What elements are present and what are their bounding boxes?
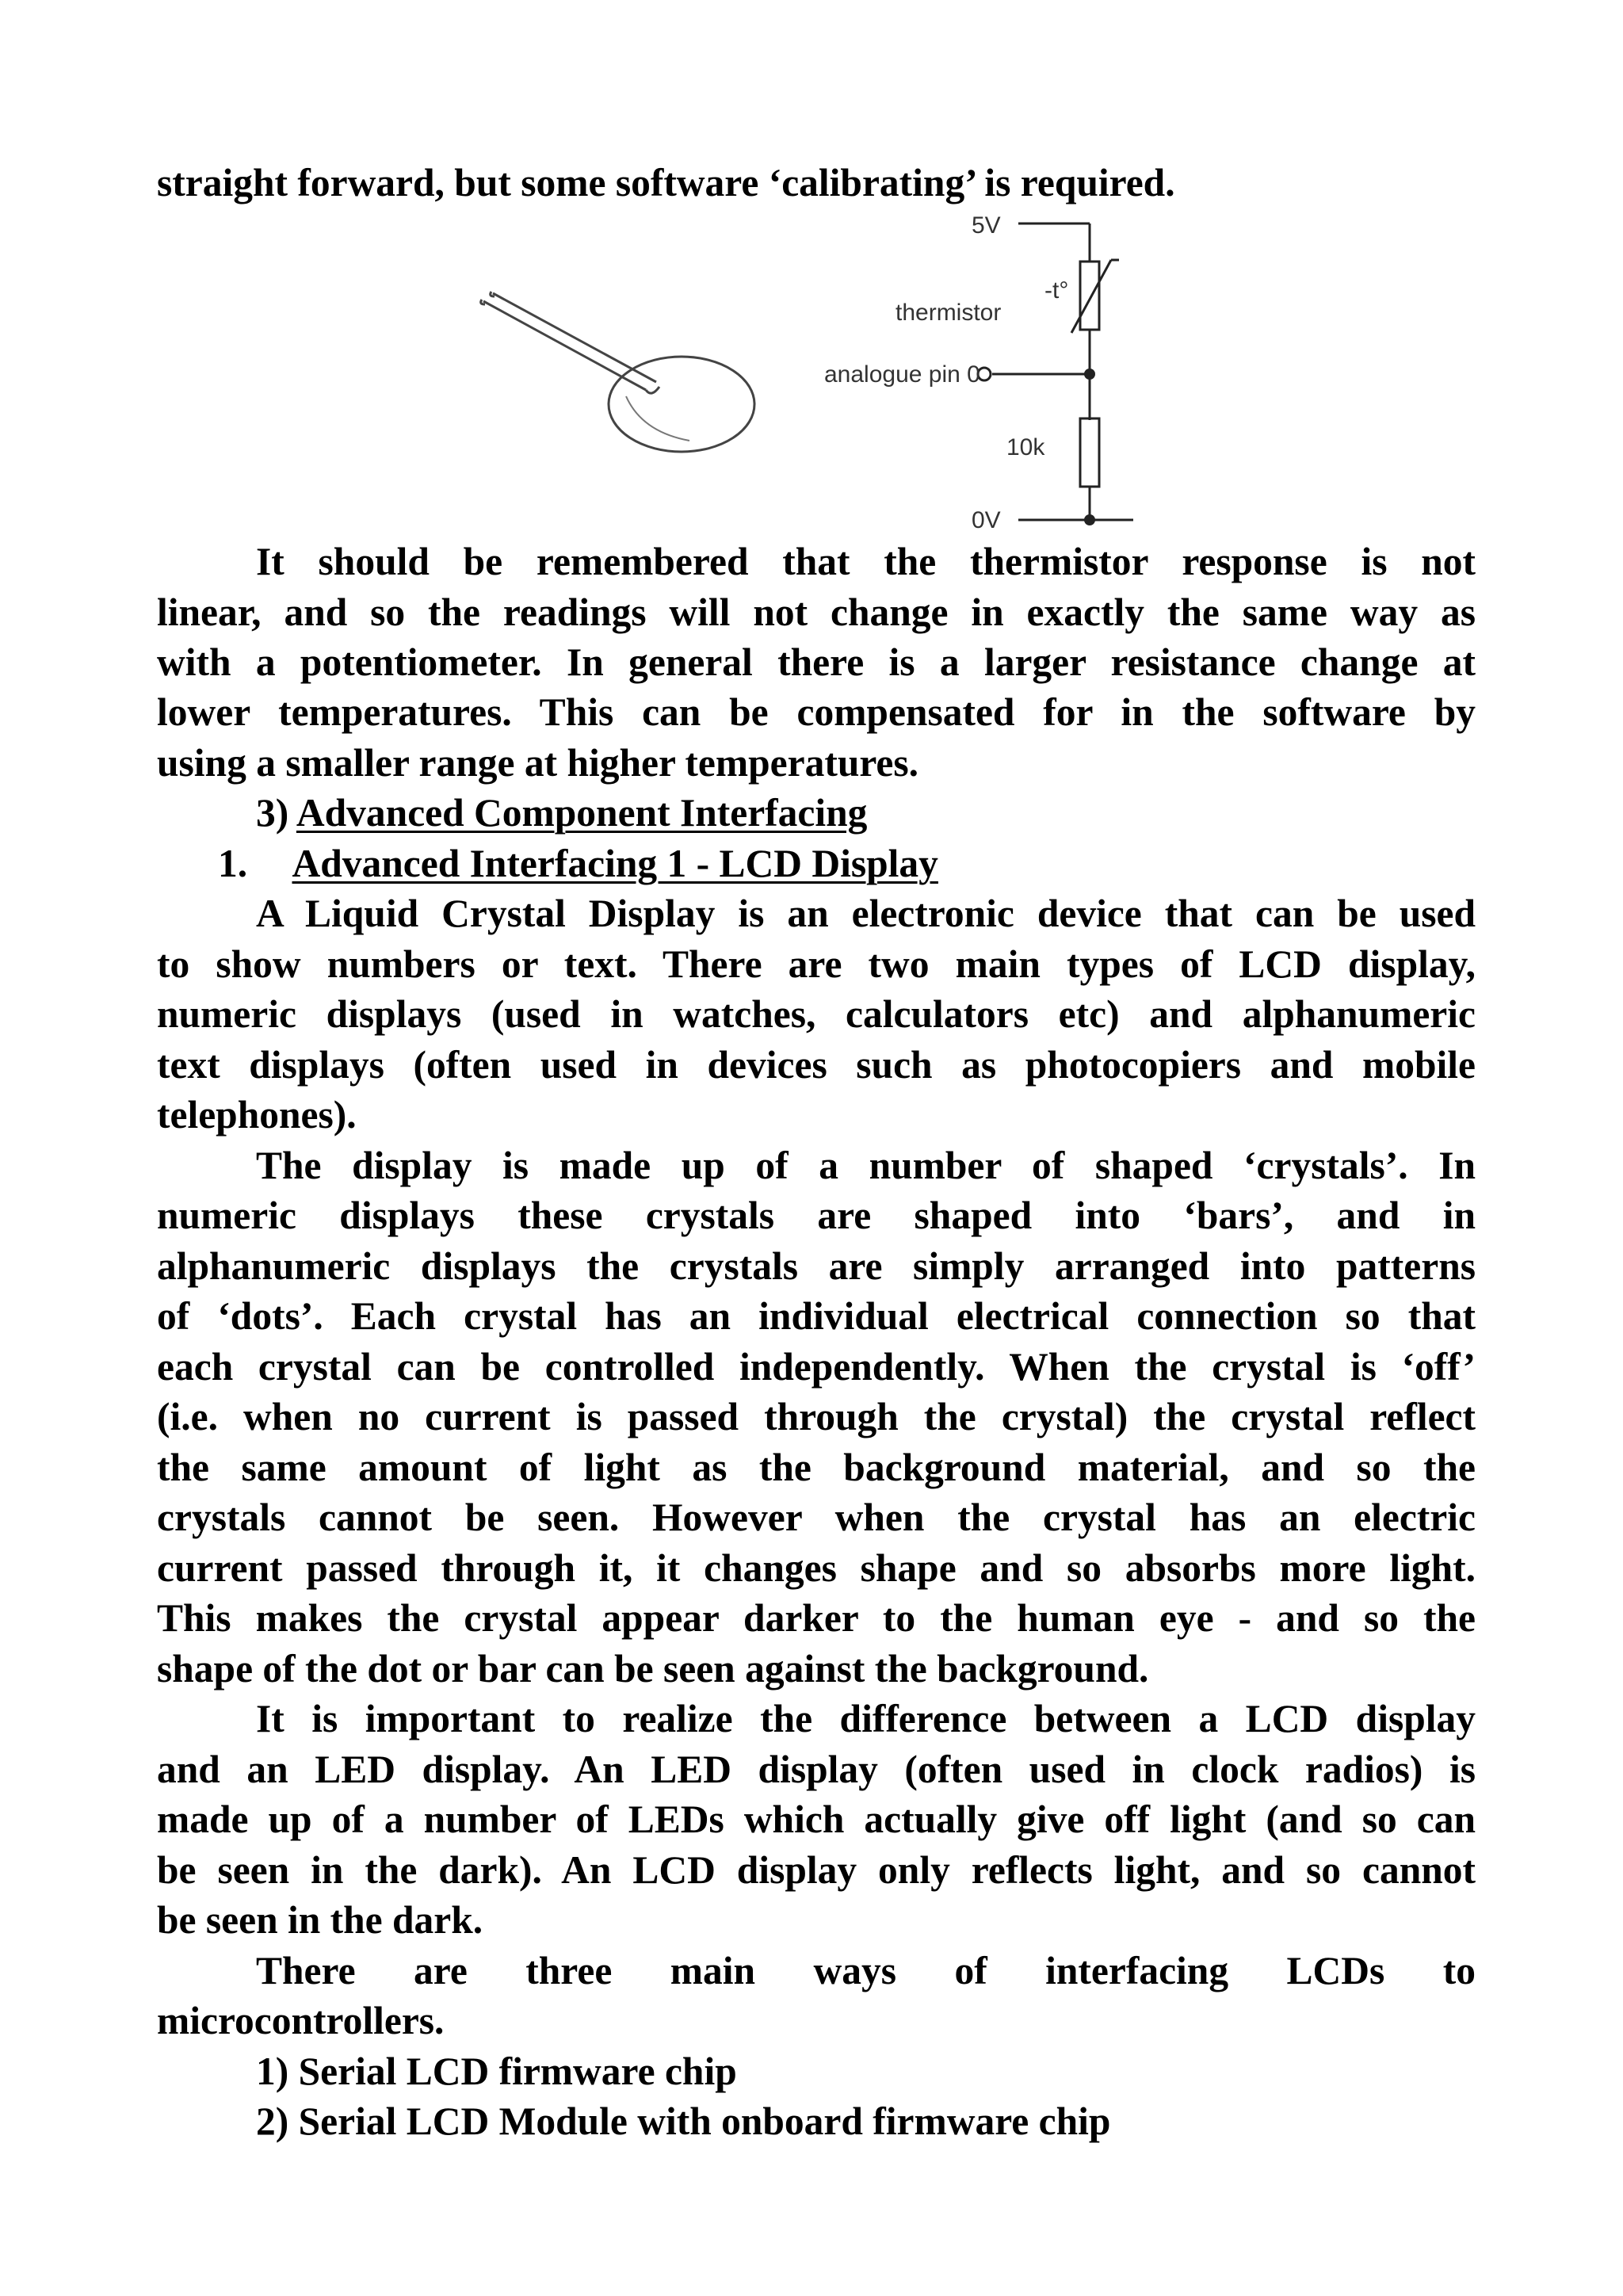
text-line: of ‘dots’. Each crystal has an individual electrical connection so that [157,1294,1476,1338]
text-line: The display is made up of a number of shaped ‘crystals’. In [256,1144,1476,1187]
text-line: the same amount of light as the background material, and so the [157,1446,1476,1489]
thermistor-circuit-diagram [816,206,1149,539]
ground-junction-dot [1084,514,1095,525]
section-heading [256,789,867,838]
text-line: telephones). [157,1093,357,1137]
text-line: A Liquid Crystal Display is an electronic device that can be used [256,892,1476,935]
thermistor-symbol [1080,262,1099,330]
text-line: microcontrollers. [157,1999,445,2042]
label-0v: 0V [972,507,1001,533]
text-line: and an LED display. An LED display (often used in clock radios) is [157,1748,1476,1791]
text-line: This makes the crystal appear darker to the human eye - and so the [157,1596,1476,1640]
text-line: to show numbers or text. There are two main types of LCD display, [157,942,1476,986]
text-line: using a smaller range at higher temperatures. [157,741,919,785]
section-title: Advanced Component Interfacing [296,791,868,835]
label-temp: -t° [1044,277,1069,304]
section-number: 3) [256,791,289,835]
text-line: be seen in the dark). An LCD display only reflects light, and so cannot [157,1848,1476,1892]
text-line: There are three main ways of interfacing LCDs to [256,1949,1476,1992]
text-line: straight forward, but some software ‘calibrating’ is required. [157,161,1175,204]
text-line: shape of the dot or bar can be seen against the background. [157,1647,1149,1690]
text-line: lower temperatures. This can be compensated for in the software by [157,690,1476,734]
text-line: made up of a number of LEDs which actually give off light (and so can [157,1797,1476,1841]
label-10k: 10k [1006,434,1045,460]
list-item: 2) Serial LCD Module with onboard firmware chip [256,2099,1111,2143]
label-analogue-pin: analogue pin 0 [824,361,980,388]
text-line: crystals cannot be seen. However when the crystal has an electric [157,1496,1476,1539]
text-line: each crystal can be controlled independently. When the crystal is ‘off’ [157,1345,1476,1389]
list-item: 1) Serial LCD firmware chip [256,2050,737,2093]
label-thermistor: thermistor [896,300,1002,326]
label-5v: 5V [972,212,1001,239]
resistor-symbol [1080,418,1099,487]
subsection-title: Advanced Interfacing 1 - LCD Display [292,842,938,885]
text-line: be seen in the dark. [157,1898,483,1942]
text-line: text displays (often used in devices such as photocopiers and mobile [157,1043,1476,1087]
thermistor-illustration [475,285,777,460]
subsection-heading [218,839,938,888]
text-line: with a potentiometer. In general there is a larger resistance change at [157,640,1476,684]
subsection-number: 1. [218,842,248,885]
text-line: (i.e. when no current is passed through the crystal) the crystal reflect [157,1395,1476,1438]
text-line: numeric displays (used in watches, calculators etc) and alphanumeric [157,992,1476,1036]
text-line: numeric displays these crystals are shaped into ‘bars’, and in [157,1194,1476,1237]
text-line: current passed through it, it changes shape and so absorbs more light. [157,1546,1476,1590]
junction-dot [1084,369,1095,380]
text-line: linear, and so the readings will not change in exactly the same way as [157,590,1476,634]
text-line: It is important to realize the difference between a LCD display [256,1697,1476,1740]
text-line: alphanumeric displays the crystals are simply arranged into patterns [157,1244,1476,1288]
text-line: It should be remembered that the thermistor response is not [256,540,1476,583]
